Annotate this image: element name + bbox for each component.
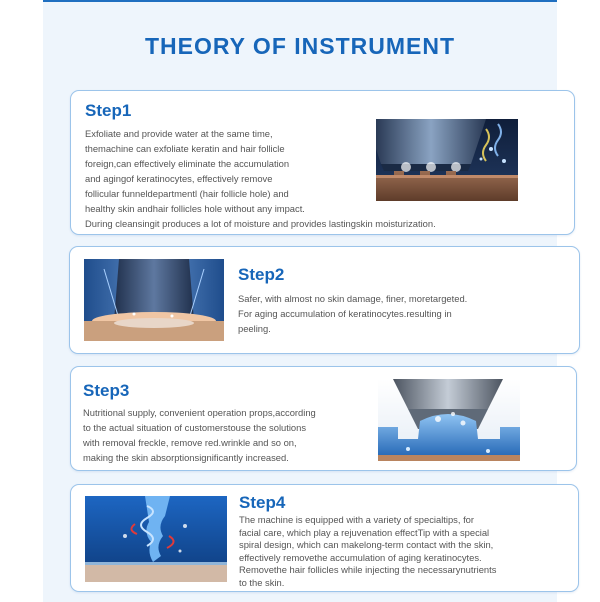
- poster: [43, 0, 557, 602]
- step3-line: making the skin absorptionsignificantly increased.: [83, 452, 289, 463]
- step1-line: follicular funneldepartmentl (hair follicle hole) and: [85, 188, 289, 199]
- step2-heading: Step2: [238, 265, 285, 284]
- step1-heading: Step1: [85, 101, 132, 120]
- step2-line: peeling.: [238, 323, 271, 334]
- step4-text: [239, 514, 573, 589]
- step4-line: spiral design, which can makelong-term contact with the skin,: [239, 539, 494, 550]
- step1-line: foreign,can effectively eliminate the accumulation: [85, 158, 290, 169]
- step4-line: effectively removethe accumulation of aging keratinocytes.: [239, 551, 482, 563]
- step1-line: healthy skin andhair follicles hole without any impact.: [85, 203, 305, 214]
- step1-line: themachine can exfoliate keratin and hair follicle: [85, 143, 285, 154]
- step4-illustration: [85, 496, 227, 582]
- step4-line: facial care, which play a rejuvenation effectTip with a special: [239, 526, 490, 538]
- step2-illustration: [84, 259, 224, 341]
- step3-heading: Step3: [83, 381, 130, 400]
- step1-line: Exfoliate and provide water at the same time,: [85, 128, 273, 139]
- step4-line: to the skin.: [239, 576, 285, 588]
- step4-heading: Step4: [239, 493, 286, 512]
- step3-card: [70, 366, 577, 471]
- step1-line: During cleansingit produces a lot of moisture and provides lastingskin moisturization.: [85, 218, 436, 229]
- step3-line: Nutritional supply, convenient operation props,according: [83, 407, 316, 418]
- step4-line: Removethe hair follicles while injecting the necessarynutrients: [239, 564, 497, 575]
- step3-line: with removal freckle, remove red.wrinkle and so on,: [83, 437, 297, 448]
- step3-text: [83, 405, 383, 465]
- step1-illustration: [376, 119, 518, 201]
- step2-card: [69, 246, 580, 354]
- step2-line: Safer, with almost no skin damage, finer, moretargeted.: [238, 293, 468, 304]
- step1-line: and agingof keratinocytes, effectively remove: [85, 173, 273, 184]
- page-title: THEORY OF INSTRUMENT: [144, 33, 456, 59]
- step1-card: [70, 90, 575, 235]
- step2-text: [238, 291, 568, 336]
- step4-line: The machine is equipped with a variety of specialtips, for: [239, 514, 475, 525]
- step2-line: For aging accumulation of keratinocytes.resulting in: [238, 308, 452, 319]
- step4-card: [70, 484, 579, 592]
- step3-illustration: [378, 379, 520, 461]
- step3-line: to the actual situation of customerstouse the solutions: [83, 422, 307, 433]
